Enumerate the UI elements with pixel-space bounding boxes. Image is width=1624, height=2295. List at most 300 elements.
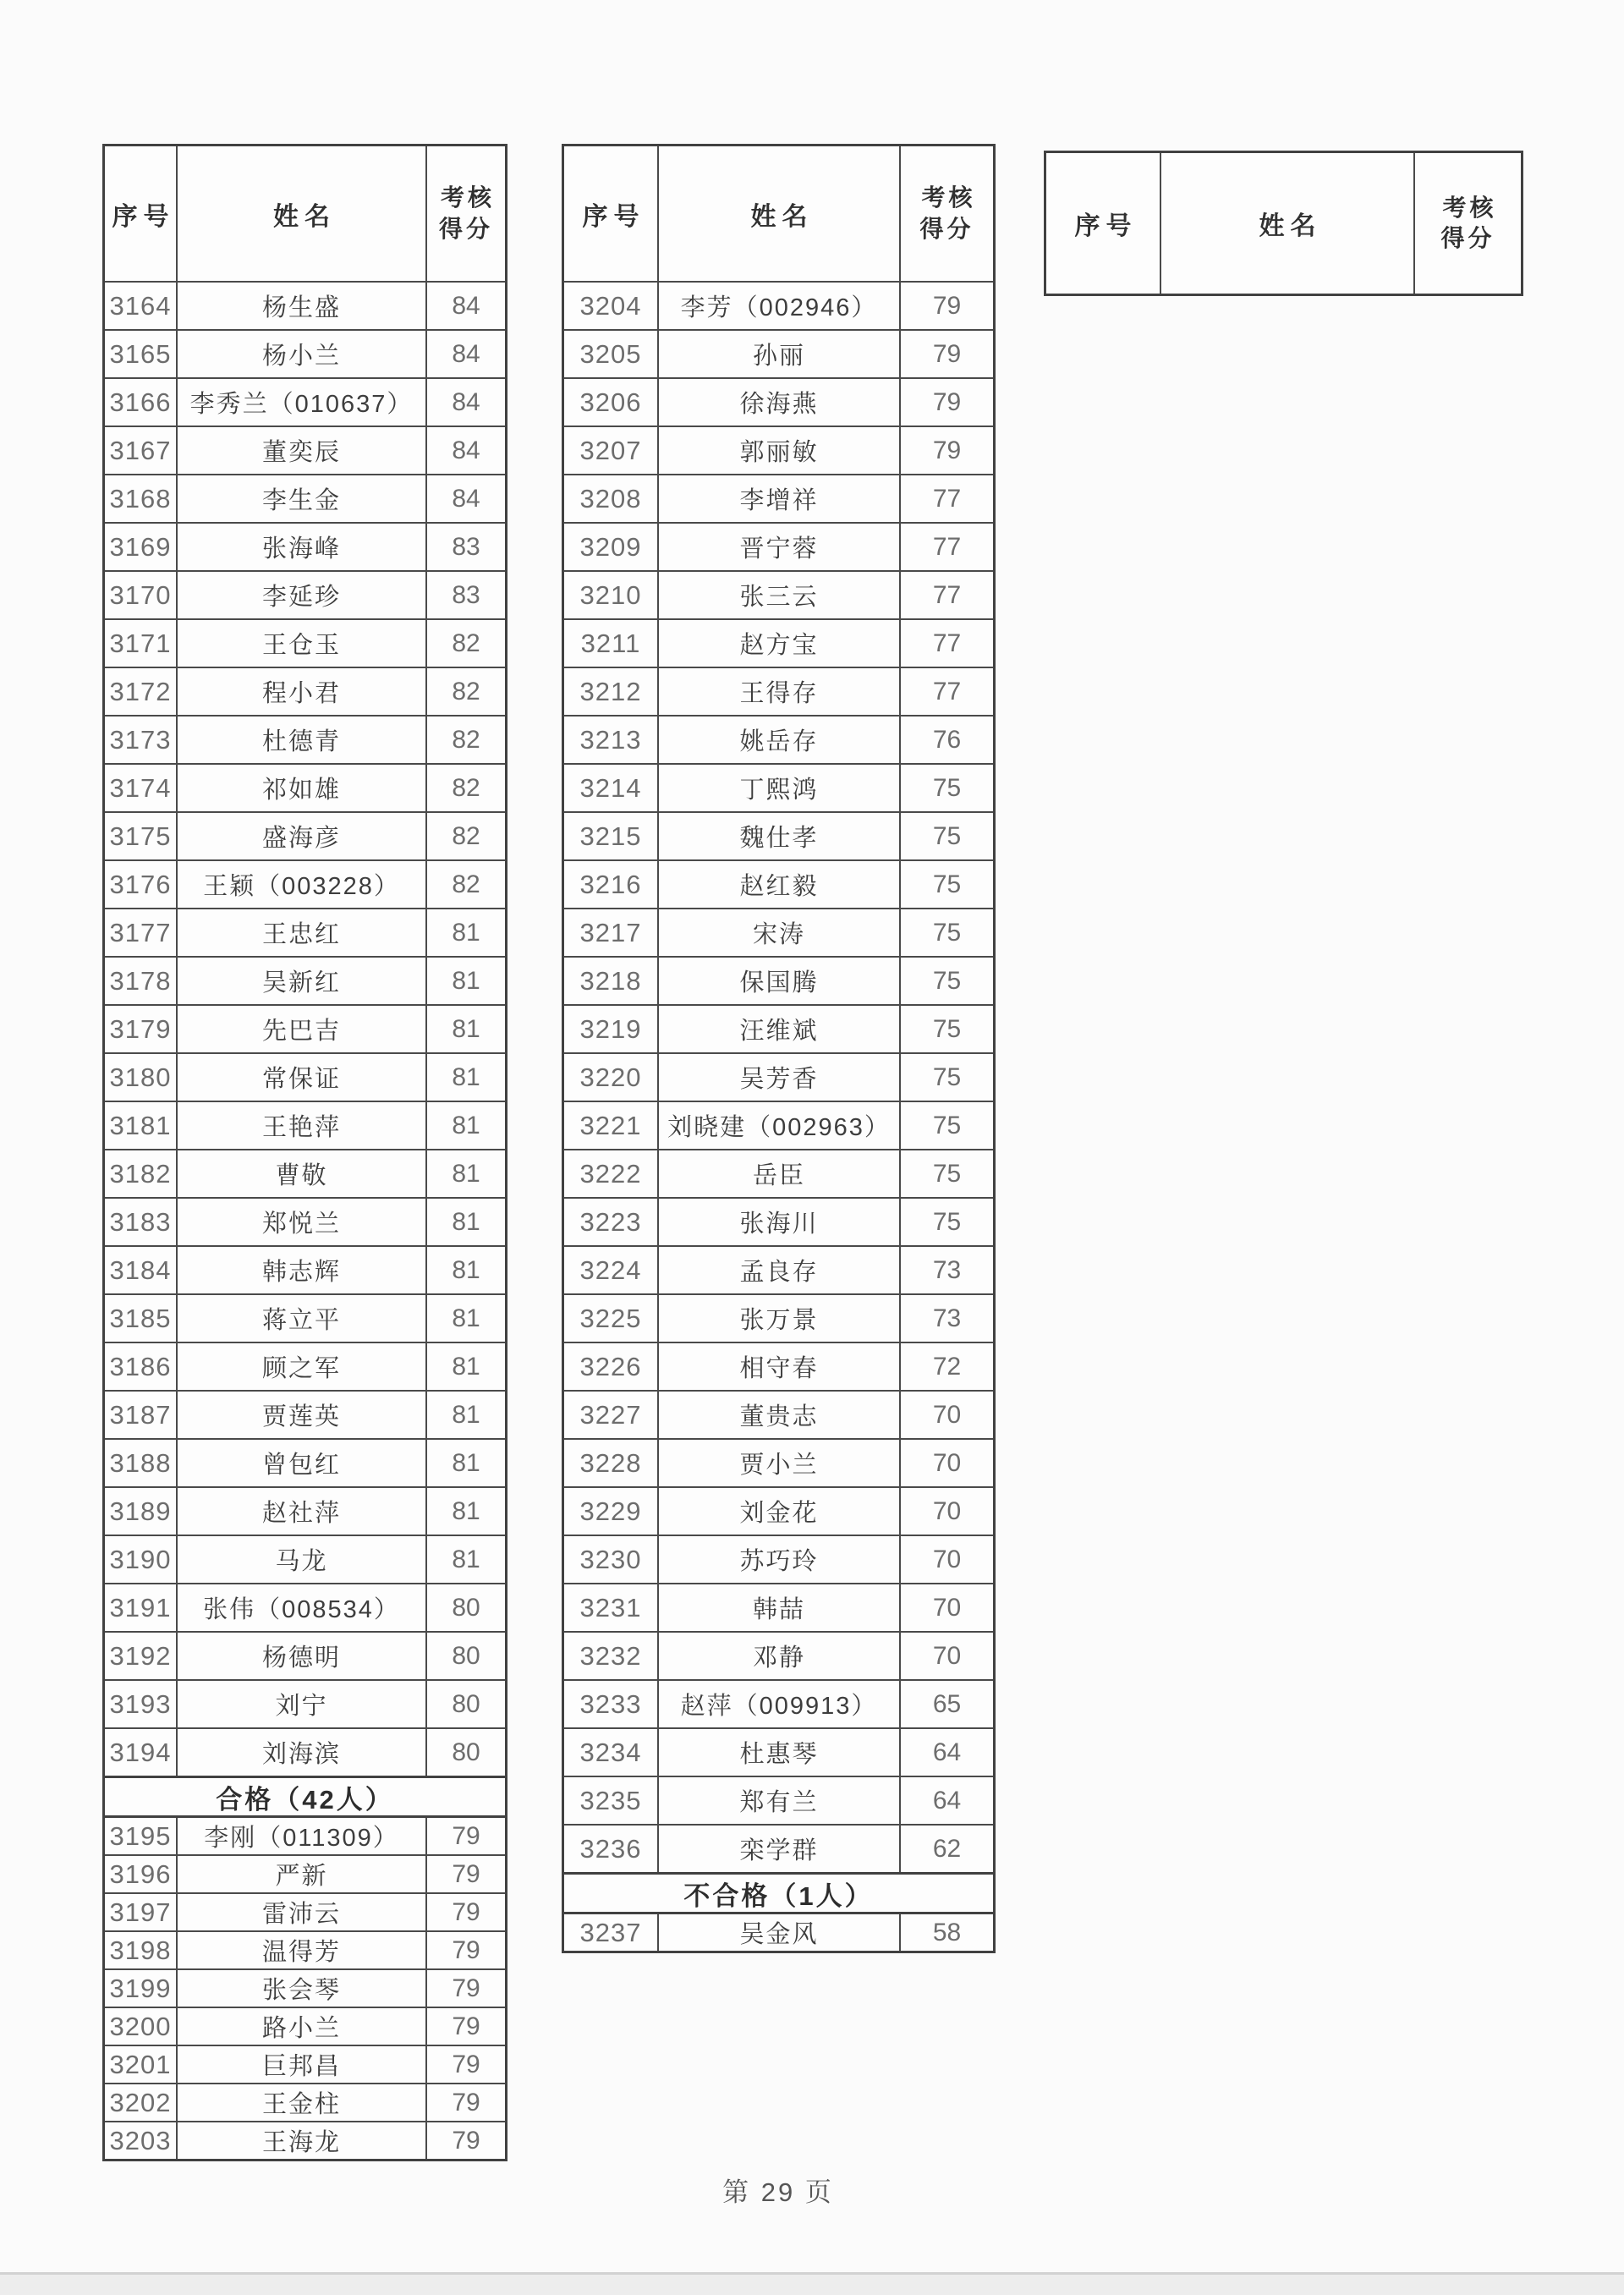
serial-cell — [105, 1488, 176, 1535]
serial-cell — [564, 861, 657, 908]
serial-number: 3169 — [109, 531, 172, 562]
serial-cell — [105, 1054, 176, 1101]
serial-number: 3237 — [579, 1917, 642, 1947]
serial-number: 3189 — [109, 1496, 172, 1526]
score-cell — [425, 2122, 505, 2159]
score-cell — [425, 1818, 505, 1854]
name-cell — [176, 1488, 425, 1535]
table-row — [105, 329, 505, 377]
serial-number: 3183 — [109, 1206, 172, 1237]
header-serial-label: 序号 — [1074, 212, 1138, 240]
table-row — [105, 1101, 505, 1149]
serial-cell — [564, 813, 657, 859]
name-cell — [657, 958, 899, 1004]
table-row — [564, 763, 993, 811]
serial-number: 3184 — [109, 1255, 172, 1285]
score-value: 70 — [932, 1400, 962, 1429]
name-cell — [176, 1199, 425, 1245]
serial-cell — [105, 1392, 176, 1438]
score-cell — [899, 1826, 993, 1872]
name-cell — [657, 1777, 899, 1824]
result-banner-row — [564, 1872, 993, 1912]
score-value: 82 — [452, 870, 480, 898]
serial-number: 3175 — [109, 821, 172, 851]
score-cell — [425, 1729, 505, 1776]
table-row — [564, 1486, 993, 1535]
score-cell — [899, 1006, 993, 1052]
name-cell — [657, 524, 899, 570]
table-row — [105, 811, 505, 859]
serial-cell — [105, 668, 176, 715]
table-row — [564, 1438, 993, 1486]
score-value: 75 — [932, 1111, 962, 1139]
serial-cell — [564, 1681, 657, 1727]
serial-cell — [105, 1150, 176, 1197]
score-cell — [425, 620, 505, 667]
score-value: 75 — [932, 1014, 962, 1043]
name-cell — [176, 1729, 425, 1776]
score-value: 80 — [452, 1593, 480, 1622]
serial-number: 3172 — [109, 676, 172, 706]
serial-cell — [564, 1247, 657, 1293]
name-cell — [176, 1392, 425, 1438]
person-name: 李芳（002946） — [680, 294, 878, 321]
person-name: 张三云 — [739, 584, 819, 611]
score-value: 81 — [452, 1545, 480, 1573]
serial-number: 3180 — [109, 1062, 172, 1092]
score-cell — [899, 765, 993, 811]
score-value: 81 — [452, 1207, 480, 1236]
table-row — [564, 715, 993, 763]
person-name: 王忠红 — [261, 921, 341, 948]
serial-number: 3218 — [579, 965, 642, 996]
score-value: 75 — [932, 1159, 962, 1188]
score-cell — [425, 1894, 505, 1930]
serial-number: 3223 — [579, 1206, 642, 1237]
table-row — [564, 1245, 993, 1293]
score-value: 62 — [932, 1834, 962, 1863]
score-cell — [899, 379, 993, 426]
score-cell — [425, 427, 505, 474]
person-name: 王得存 — [739, 680, 819, 707]
person-name: 王仓玉 — [261, 632, 341, 659]
table-row — [105, 667, 505, 715]
score-value: 70 — [932, 1641, 962, 1670]
score-cell — [425, 909, 505, 956]
table-row — [105, 956, 505, 1004]
name-cell — [176, 1343, 425, 1390]
serial-cell — [105, 2008, 176, 2045]
person-name: 祁如雄 — [261, 777, 341, 804]
name-cell — [176, 717, 425, 763]
serial-cell — [564, 1633, 657, 1679]
name-cell — [657, 1054, 899, 1101]
person-name: 相守春 — [739, 1355, 819, 1382]
serial-cell — [564, 1777, 657, 1824]
score-value: 81 — [452, 1062, 480, 1091]
table-row — [564, 1390, 993, 1438]
person-name: 路小兰 — [261, 2015, 341, 2042]
serial-number: 3236 — [579, 1833, 642, 1864]
serial-number: 3193 — [109, 1688, 172, 1719]
serial-number: 3209 — [579, 531, 642, 562]
person-name: 刘晓建（002963） — [667, 1114, 891, 1141]
serial-number: 3213 — [579, 724, 642, 755]
person-name: 雷沛云 — [261, 1901, 341, 1928]
score-cell — [425, 283, 505, 329]
serial-number: 3221 — [579, 1110, 642, 1140]
person-name: 徐海燕 — [739, 391, 819, 418]
score-cell — [425, 1247, 505, 1293]
serial-cell — [564, 1343, 657, 1390]
table-row — [105, 1197, 505, 1245]
person-name: 赵萍（009913） — [680, 1693, 878, 1720]
score-value: 84 — [452, 339, 480, 368]
table-row — [105, 426, 505, 474]
score-value: 81 — [452, 1448, 480, 1477]
serial-cell — [564, 958, 657, 1004]
score-value: 82 — [452, 677, 480, 706]
name-cell — [176, 1536, 425, 1583]
table-row — [564, 1912, 993, 1951]
serial-number: 3179 — [109, 1013, 172, 1044]
name-cell — [176, 1584, 425, 1631]
serial-number: 3177 — [109, 917, 172, 947]
serial-cell — [105, 1199, 176, 1245]
serial-number: 3216 — [579, 869, 642, 899]
table-row — [564, 811, 993, 859]
table-row — [105, 618, 505, 667]
serial-cell — [105, 1729, 176, 1776]
person-name: 巨邦昌 — [261, 2053, 341, 2080]
table-row — [564, 570, 993, 618]
serial-number: 3230 — [579, 1544, 642, 1574]
table-row — [105, 1930, 505, 1968]
score-cell — [425, 1199, 505, 1245]
person-name: 严新 — [275, 1863, 328, 1890]
score-value: 79 — [932, 436, 962, 464]
table-row — [105, 859, 505, 908]
serial-cell — [105, 475, 176, 522]
name-cell — [657, 1584, 899, 1631]
table-row — [105, 2121, 505, 2159]
table-row — [564, 1293, 993, 1342]
score-cell — [899, 1681, 993, 1727]
serial-cell — [564, 1199, 657, 1245]
person-name: 温得芳 — [261, 1939, 341, 1966]
header-score-label: 考核 得分 — [919, 184, 976, 242]
score-cell — [425, 475, 505, 522]
table-row — [105, 1149, 505, 1197]
person-name: 郑悦兰 — [261, 1211, 341, 1238]
serial-cell — [564, 1826, 657, 1872]
score-value: 84 — [452, 291, 480, 320]
person-name: 杜德青 — [261, 728, 341, 755]
score-value: 80 — [452, 1738, 480, 1766]
serial-number: 3195 — [109, 1820, 172, 1851]
person-name: 邓静 — [752, 1644, 805, 1672]
serial-number: 3207 — [579, 435, 642, 465]
score-cell — [425, 2008, 505, 2045]
name-cell — [176, 765, 425, 811]
header-serial-cell — [105, 146, 176, 281]
table-row — [105, 1004, 505, 1052]
header-serial-cell — [1046, 153, 1160, 294]
serial-number: 3170 — [109, 579, 172, 610]
table-row — [564, 1149, 993, 1197]
table-row — [564, 1197, 993, 1245]
table-row — [105, 1486, 505, 1535]
serial-number: 3234 — [579, 1737, 642, 1767]
score-value: 79 — [932, 291, 962, 320]
score-value: 79 — [452, 1935, 480, 1964]
serial-number: 3173 — [109, 724, 172, 755]
serial-number: 3222 — [579, 1158, 642, 1189]
score-value: 64 — [932, 1786, 962, 1815]
name-cell — [176, 2084, 425, 2121]
score-value: 79 — [452, 2126, 480, 2155]
score-cell — [425, 1102, 505, 1149]
score-value: 82 — [452, 773, 480, 802]
score-table-middle — [562, 144, 996, 1953]
serial-number: 3219 — [579, 1013, 642, 1044]
score-cell — [425, 524, 505, 570]
score-value: 79 — [452, 1821, 480, 1850]
table-row — [105, 1815, 505, 1854]
person-name: 曾包红 — [261, 1452, 341, 1479]
score-value: 72 — [932, 1352, 962, 1381]
person-name: 赵方宝 — [739, 632, 819, 659]
score-value: 79 — [452, 2012, 480, 2040]
score-value: 81 — [452, 966, 480, 995]
score-value: 75 — [932, 821, 962, 850]
person-name: 吴芳香 — [739, 1066, 819, 1093]
name-cell — [657, 1440, 899, 1486]
header-serial-label: 序号 — [112, 202, 175, 231]
serial-number: 3200 — [109, 2011, 172, 2041]
score-value: 70 — [932, 1496, 962, 1525]
score-cell — [899, 1633, 993, 1679]
table-row — [105, 2007, 505, 2045]
score-cell — [899, 1584, 993, 1631]
score-cell — [425, 668, 505, 715]
score-cell — [425, 1584, 505, 1631]
name-cell — [176, 1102, 425, 1149]
serial-cell — [105, 2046, 176, 2083]
table-row — [105, 1342, 505, 1390]
score-cell — [425, 1392, 505, 1438]
score-value: 77 — [932, 484, 962, 513]
person-name: 孙丽 — [752, 343, 805, 370]
serial-number: 3188 — [109, 1447, 172, 1478]
header-score-cell — [1413, 153, 1521, 294]
name-cell — [176, 1247, 425, 1293]
score-value: 81 — [452, 1496, 480, 1525]
name-cell — [657, 1247, 899, 1293]
header-score-cell — [425, 146, 505, 281]
serial-cell — [105, 1536, 176, 1583]
score-value: 75 — [932, 773, 962, 802]
table-row — [105, 474, 505, 522]
serial-number: 3191 — [109, 1592, 172, 1622]
person-name: 张会琴 — [261, 1977, 341, 2004]
score-value: 79 — [452, 2050, 480, 2078]
name-cell — [176, 2122, 425, 2159]
person-name: 栾学群 — [739, 1837, 819, 1864]
table-row — [564, 1727, 993, 1776]
score-cell — [899, 1729, 993, 1776]
name-cell — [657, 1729, 899, 1776]
score-cell — [899, 1914, 993, 1951]
person-name: 王海龙 — [261, 2129, 341, 2156]
score-value: 79 — [452, 1897, 480, 1926]
serial-cell — [105, 572, 176, 618]
score-value: 84 — [452, 436, 480, 464]
serial-cell — [564, 909, 657, 956]
score-cell — [425, 1150, 505, 1197]
score-cell — [425, 2046, 505, 2083]
score-cell — [425, 1440, 505, 1486]
score-value: 80 — [452, 1641, 480, 1670]
serial-number: 3164 — [109, 290, 172, 321]
table-row — [105, 1535, 505, 1583]
name-cell — [657, 1633, 899, 1679]
score-value: 84 — [452, 484, 480, 513]
name-cell — [657, 1392, 899, 1438]
serial-cell — [564, 1536, 657, 1583]
table-row — [105, 570, 505, 618]
header-row — [105, 146, 505, 281]
person-name: 苏巧玲 — [739, 1548, 819, 1575]
serial-number: 3192 — [109, 1640, 172, 1671]
score-value: 77 — [932, 677, 962, 706]
score-cell — [425, 331, 505, 377]
name-cell — [176, 572, 425, 618]
table-row — [105, 1245, 505, 1293]
name-cell — [657, 1295, 899, 1342]
score-value: 75 — [932, 966, 962, 995]
name-cell — [657, 427, 899, 474]
score-value: 76 — [932, 725, 962, 754]
name-cell — [176, 2008, 425, 2045]
table-row — [564, 1052, 993, 1101]
score-cell — [899, 331, 993, 377]
score-value: 75 — [932, 1062, 962, 1091]
serial-number: 3214 — [579, 772, 642, 803]
person-name: 郑有兰 — [739, 1789, 819, 1816]
score-cell — [425, 1488, 505, 1535]
table-row — [105, 1892, 505, 1930]
score-cell — [899, 524, 993, 570]
score-value: 82 — [452, 821, 480, 850]
serial-number: 3168 — [109, 483, 172, 513]
score-cell — [899, 1440, 993, 1486]
score-value: 65 — [932, 1689, 962, 1718]
score-value: 80 — [452, 1689, 480, 1718]
score-cell — [899, 283, 993, 329]
score-cell — [425, 1681, 505, 1727]
table-row — [105, 908, 505, 956]
name-cell — [657, 1006, 899, 1052]
serial-cell — [564, 1295, 657, 1342]
serial-number: 3187 — [109, 1399, 172, 1430]
serial-number: 3210 — [579, 579, 642, 610]
serial-cell — [105, 1970, 176, 2007]
name-cell — [176, 283, 425, 329]
score-cell — [425, 813, 505, 859]
serial-number: 3229 — [579, 1496, 642, 1526]
person-name: 赵红毅 — [739, 873, 819, 900]
person-name: 先巴吉 — [261, 1018, 341, 1045]
score-value: 73 — [932, 1255, 962, 1284]
score-value: 75 — [932, 918, 962, 947]
serial-number: 3182 — [109, 1158, 172, 1189]
person-name: 贾莲英 — [261, 1403, 341, 1430]
table-row — [105, 2045, 505, 2083]
serial-cell — [105, 1343, 176, 1390]
table-row — [564, 1583, 993, 1631]
serial-cell — [105, 765, 176, 811]
score-value: 81 — [452, 1014, 480, 1043]
score-value: 79 — [932, 387, 962, 416]
score-value: 77 — [932, 532, 962, 561]
person-name: 张万景 — [739, 1307, 819, 1334]
header-serial-cell — [564, 146, 657, 281]
name-cell — [657, 1199, 899, 1245]
result-banner-label: 不合格（1人） — [683, 1880, 874, 1911]
serial-cell — [564, 427, 657, 474]
score-cell — [899, 1536, 993, 1583]
table-row — [564, 329, 993, 377]
serial-number: 3185 — [109, 1303, 172, 1333]
score-value: 81 — [452, 1352, 480, 1381]
table-row — [105, 763, 505, 811]
serial-number: 3197 — [109, 1897, 172, 1927]
serial-cell — [105, 283, 176, 329]
score-cell — [899, 1247, 993, 1293]
name-cell — [176, 331, 425, 377]
table-row — [564, 667, 993, 715]
person-name: 张海川 — [739, 1211, 819, 1238]
name-cell — [176, 1894, 425, 1930]
name-cell — [176, 958, 425, 1004]
person-name: 姚岳存 — [739, 728, 819, 755]
score-value: 70 — [932, 1448, 962, 1477]
serial-cell — [105, 379, 176, 426]
serial-cell — [564, 1392, 657, 1438]
table-row — [564, 377, 993, 426]
score-cell — [425, 861, 505, 908]
serial-cell — [564, 1914, 657, 1951]
person-name: 杨德明 — [261, 1644, 341, 1672]
serial-cell — [105, 1006, 176, 1052]
score-value: 75 — [932, 1207, 962, 1236]
serial-number: 3212 — [579, 676, 642, 706]
name-cell — [657, 1102, 899, 1149]
score-value: 81 — [452, 918, 480, 947]
table-row — [105, 1968, 505, 2007]
person-name: 张伟（008534） — [203, 1596, 400, 1623]
table-row — [105, 1727, 505, 1776]
score-cell — [899, 620, 993, 667]
name-cell — [176, 1150, 425, 1197]
serial-number: 3220 — [579, 1062, 642, 1092]
serial-number: 3190 — [109, 1544, 172, 1574]
score-cell — [899, 427, 993, 474]
serial-cell — [105, 2122, 176, 2159]
score-cell — [899, 668, 993, 715]
name-cell — [657, 475, 899, 522]
